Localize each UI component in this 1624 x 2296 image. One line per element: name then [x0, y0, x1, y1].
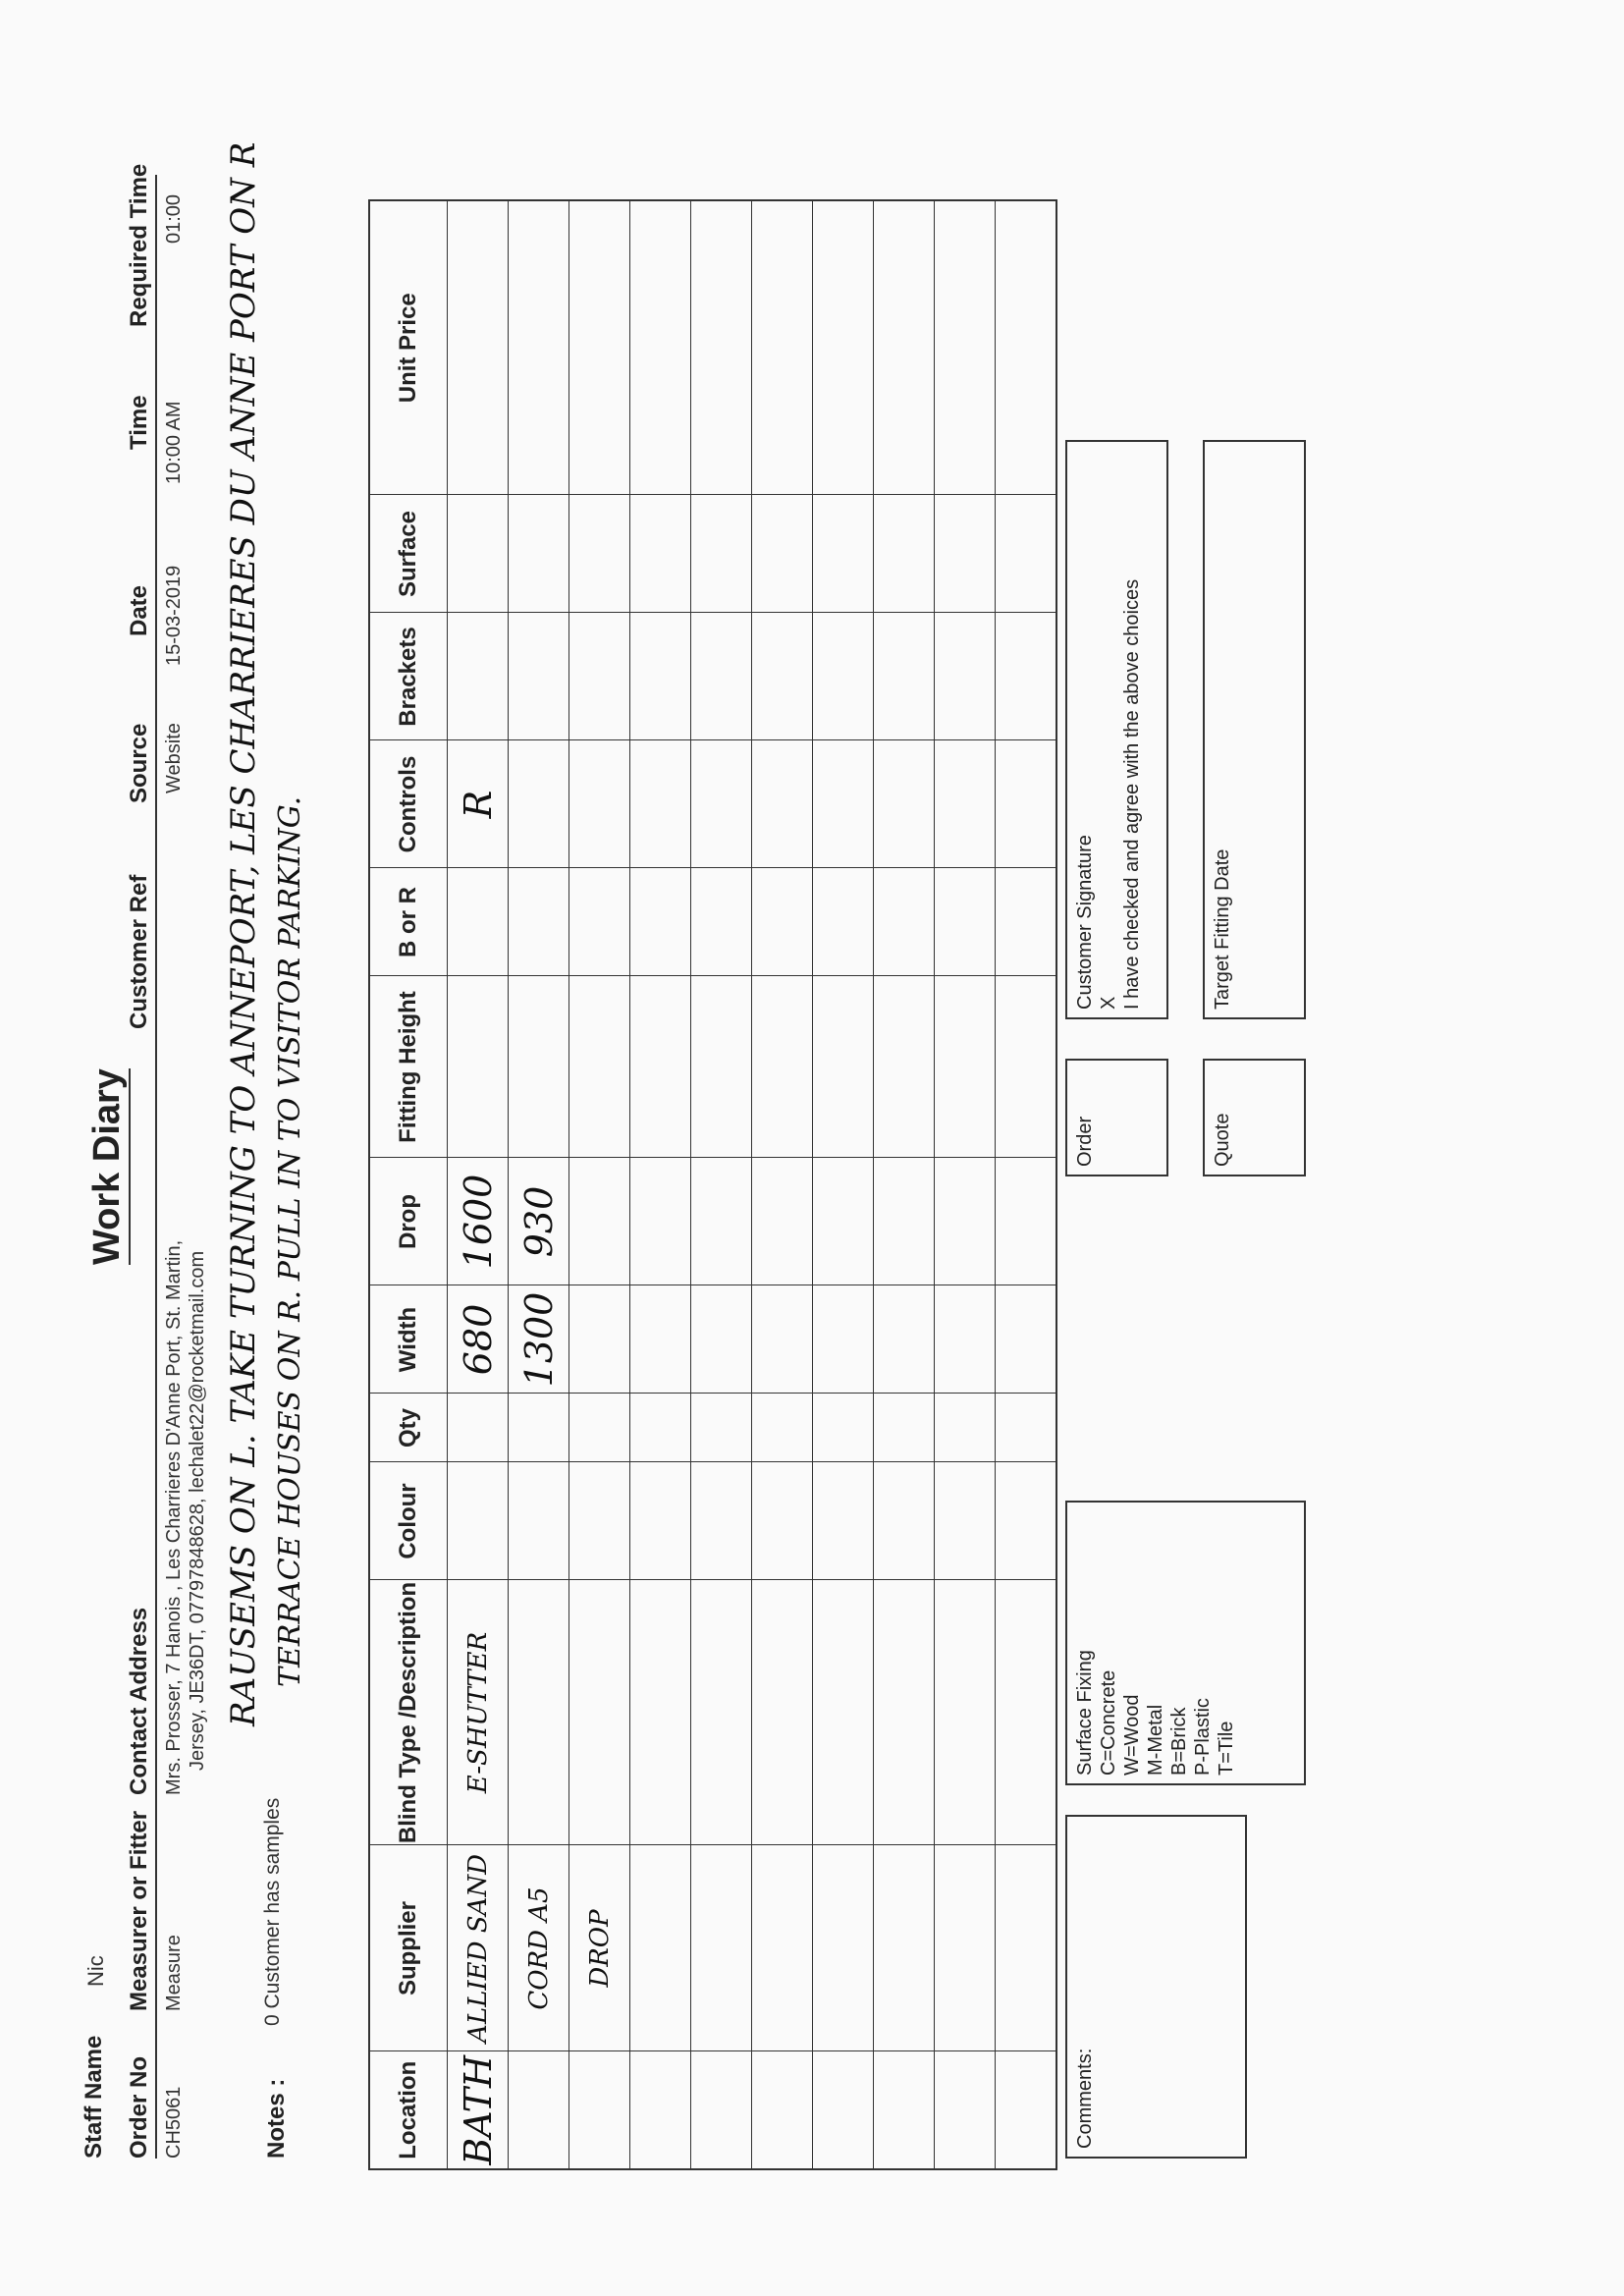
- table-header-row: [369, 200, 448, 2169]
- table-cell[interactable]: [509, 1580, 569, 1845]
- table-row: [935, 200, 996, 2169]
- table-cell[interactable]: [935, 1462, 996, 1580]
- table-cell[interactable]: [996, 613, 1057, 740]
- table-cell[interactable]: [509, 495, 569, 613]
- time-value: 10:00 AM: [163, 401, 185, 484]
- contact-line-2: Jersey, JE36DT, 07797848628, lechalet22@rocketmail.com: [187, 1250, 208, 1771]
- required-time-value: 01:00: [163, 193, 185, 244]
- table-cell[interactable]: [813, 868, 874, 976]
- table-cell[interactable]: [691, 1158, 752, 1285]
- contact-address-label: Contact Address: [126, 1607, 152, 1795]
- table-cell[interactable]: ALLIED SAND: [448, 1845, 509, 2051]
- table-cell[interactable]: [874, 1394, 935, 1462]
- table-cell[interactable]: [752, 1580, 813, 1845]
- customer-ref-label: Customer Ref: [126, 874, 152, 1029]
- table-cell[interactable]: [509, 200, 569, 495]
- table-cell[interactable]: [691, 1845, 752, 2051]
- table-cell[interactable]: [874, 740, 935, 868]
- table-cell[interactable]: [874, 2051, 935, 2169]
- table-cell[interactable]: [874, 1580, 935, 1845]
- surface-fixing-item: B=Brick: [1168, 1707, 1190, 1776]
- source-label: Source: [126, 723, 152, 803]
- table-cell[interactable]: [691, 613, 752, 740]
- table-cell[interactable]: [448, 1394, 509, 1462]
- table-cell[interactable]: [630, 2051, 691, 2169]
- table-cell[interactable]: [996, 495, 1057, 613]
- handwritten-directions-1: RAUSEMS ON L. TAKE TURNING TO ANNEPORT, LES CHARRIERES DU ANNE PORT ON R: [224, 141, 263, 1726]
- table-cell[interactable]: [630, 868, 691, 976]
- table-cell[interactable]: [874, 1462, 935, 1580]
- table-cell[interactable]: DROP: [569, 1845, 630, 2051]
- surface-fixing-item: W=Wood: [1121, 1694, 1143, 1776]
- table-cell[interactable]: [813, 495, 874, 613]
- agreement-text: I have checked and agree with the above choices: [1121, 578, 1143, 1010]
- surface-fixing-item: C=Concrete: [1098, 1669, 1119, 1776]
- table-cell[interactable]: [996, 868, 1057, 976]
- table-cell[interactable]: R: [448, 740, 509, 868]
- table-cell[interactable]: [569, 613, 630, 740]
- column-header: Blind Type /Description: [369, 1580, 448, 1845]
- table-cell[interactable]: [509, 613, 569, 740]
- table-cell[interactable]: [874, 1285, 935, 1394]
- column-header: Width: [369, 1285, 448, 1394]
- table-cell[interactable]: [996, 1158, 1057, 1285]
- table-cell[interactable]: [448, 868, 509, 976]
- column-header: Fitting Height: [369, 976, 448, 1158]
- table-cell[interactable]: [752, 1285, 813, 1394]
- table-cell[interactable]: [691, 2051, 752, 2169]
- table-cell[interactable]: [935, 495, 996, 613]
- table-cell[interactable]: [752, 1158, 813, 1285]
- table-cell[interactable]: [996, 740, 1057, 868]
- table-cell[interactable]: [813, 613, 874, 740]
- quote-label: Quote: [1212, 1113, 1233, 1167]
- table-cell[interactable]: [813, 1285, 874, 1394]
- table-cell[interactable]: 1600: [448, 1158, 509, 1285]
- table-cell[interactable]: [752, 1462, 813, 1580]
- required-time-label: Required Time: [126, 163, 152, 327]
- column-header: Location: [369, 2051, 448, 2169]
- order-label: Order: [1074, 1116, 1096, 1167]
- contact-line-1: Mrs. Prosser, 7 Hanois , Les Charrieres D'Anne Port, St. Martin,: [163, 1239, 185, 1795]
- table-cell[interactable]: [691, 200, 752, 495]
- table-cell[interactable]: [813, 2051, 874, 2169]
- table-cell[interactable]: [630, 1845, 691, 2051]
- table-body: [448, 200, 1057, 2169]
- column-header: Brackets: [369, 613, 448, 740]
- table-cell[interactable]: [996, 1462, 1057, 1580]
- comments-box[interactable]: [1065, 1815, 1247, 2159]
- table-cell[interactable]: [630, 613, 691, 740]
- customer-signature-label: Customer Signature: [1074, 835, 1096, 1010]
- table-cell[interactable]: [569, 1462, 630, 1580]
- table-cell[interactable]: 1300: [509, 1285, 569, 1394]
- table-row: [813, 200, 874, 2169]
- table-row: [630, 200, 691, 2169]
- table-cell[interactable]: [813, 1158, 874, 1285]
- table-cell[interactable]: [569, 868, 630, 976]
- table-cell[interactable]: [874, 200, 935, 495]
- table-cell[interactable]: [569, 976, 630, 1158]
- table-cell[interactable]: E-SHUTTER: [448, 1580, 509, 1845]
- target-fitting-date-label: Target Fitting Date: [1212, 848, 1233, 1010]
- table-cell[interactable]: [935, 200, 996, 495]
- table-cell[interactable]: [691, 1462, 752, 1580]
- column-header: B or R: [369, 868, 448, 976]
- table-cell[interactable]: BATH: [448, 2051, 509, 2169]
- column-header: Colour: [369, 1462, 448, 1580]
- table-cell[interactable]: [935, 613, 996, 740]
- table-cell[interactable]: [935, 1845, 996, 2051]
- table-cell[interactable]: [874, 1845, 935, 2051]
- table-cell[interactable]: [569, 2051, 630, 2169]
- date-value: 15-03-2019: [163, 565, 185, 666]
- table-row: [448, 200, 509, 2169]
- table-cell[interactable]: [813, 200, 874, 495]
- table-cell[interactable]: [691, 1285, 752, 1394]
- table-cell[interactable]: [752, 740, 813, 868]
- table-cell[interactable]: [691, 1580, 752, 1845]
- table-cell[interactable]: [935, 976, 996, 1158]
- order-box[interactable]: [1065, 1059, 1168, 1176]
- table-row: [691, 200, 752, 2169]
- notes-value: 0 Customer has samples: [261, 1797, 284, 2026]
- table-cell[interactable]: [509, 1394, 569, 1462]
- surface-fixing-item: M-Metal: [1145, 1704, 1166, 1776]
- table-cell[interactable]: [874, 1158, 935, 1285]
- target-fitting-date-box[interactable]: [1203, 440, 1306, 1019]
- table-cell[interactable]: [874, 613, 935, 740]
- table-cell[interactable]: [996, 1285, 1057, 1394]
- table-cell[interactable]: [752, 1845, 813, 2051]
- order-no-label: Order No: [126, 2055, 152, 2159]
- table-cell[interactable]: [691, 976, 752, 1158]
- table-row: [996, 200, 1057, 2169]
- table-cell[interactable]: [630, 1580, 691, 1845]
- column-header: Drop: [369, 1158, 448, 1285]
- measurer-label: Measurer or Fitter: [126, 1810, 152, 2011]
- table-cell[interactable]: [569, 740, 630, 868]
- table-cell[interactable]: [935, 740, 996, 868]
- table-cell[interactable]: [752, 200, 813, 495]
- table-cell[interactable]: [813, 1845, 874, 2051]
- table-row: [569, 200, 630, 2169]
- signature-x: X: [1098, 996, 1119, 1010]
- table-cell[interactable]: [691, 740, 752, 868]
- table-cell[interactable]: [813, 1580, 874, 1845]
- table-cell[interactable]: [509, 1462, 569, 1580]
- table-cell[interactable]: [874, 976, 935, 1158]
- column-header: Qty: [369, 1394, 448, 1462]
- quote-box[interactable]: [1203, 1059, 1306, 1176]
- table-cell[interactable]: [874, 868, 935, 976]
- table-cell[interactable]: [630, 740, 691, 868]
- table-cell[interactable]: [630, 495, 691, 613]
- column-header: Supplier: [369, 1845, 448, 2051]
- table-cell[interactable]: [935, 1158, 996, 1285]
- date-label: Date: [126, 584, 152, 636]
- table-cell[interactable]: [813, 976, 874, 1158]
- table-row: [509, 200, 569, 2169]
- table-cell[interactable]: [874, 495, 935, 613]
- column-header: Controls: [369, 740, 448, 868]
- table-cell[interactable]: [630, 1462, 691, 1580]
- table-cell[interactable]: [691, 1394, 752, 1462]
- table-cell[interactable]: [630, 1394, 691, 1462]
- table-cell[interactable]: [630, 1158, 691, 1285]
- table-cell[interactable]: [448, 495, 509, 613]
- table-cell[interactable]: [448, 976, 509, 1158]
- table-cell[interactable]: [448, 200, 509, 495]
- table-cell[interactable]: [691, 495, 752, 613]
- table-cell[interactable]: [509, 740, 569, 868]
- surface-fixing-box: [1065, 1501, 1306, 1785]
- table-cell[interactable]: [630, 1285, 691, 1394]
- table-cell[interactable]: [569, 1394, 630, 1462]
- table-cell[interactable]: [813, 1394, 874, 1462]
- table-cell[interactable]: [996, 1394, 1057, 1462]
- table-cell[interactable]: [935, 868, 996, 976]
- surface-fixing-item: P-Plastic: [1192, 1698, 1214, 1776]
- table-cell[interactable]: [569, 1285, 630, 1394]
- surface-fixing-title: Surface Fixing: [1074, 1650, 1096, 1776]
- table-cell[interactable]: [509, 868, 569, 976]
- table-cell[interactable]: [996, 1580, 1057, 1845]
- handwritten-directions-2: TERRACE HOUSES ON R. PULL IN TO VISITOR PARKING.: [273, 795, 307, 1687]
- customer-signature-box[interactable]: [1065, 440, 1168, 1019]
- table-cell[interactable]: [509, 2051, 569, 2169]
- table-cell[interactable]: [813, 740, 874, 868]
- blinds-table: [368, 199, 1057, 2170]
- table-cell[interactable]: [630, 200, 691, 495]
- table-cell[interactable]: [935, 1285, 996, 1394]
- table-cell[interactable]: [569, 1158, 630, 1285]
- table-cell[interactable]: [691, 868, 752, 976]
- column-header: Surface: [369, 495, 448, 613]
- table-cell[interactable]: [935, 1580, 996, 1845]
- table-cell[interactable]: [752, 976, 813, 1158]
- table-cell[interactable]: [996, 1845, 1057, 2051]
- table-cell[interactable]: 930: [509, 1158, 569, 1285]
- table-cell[interactable]: [448, 613, 509, 740]
- table-cell[interactable]: [630, 976, 691, 1158]
- column-header: Unit Price: [369, 200, 448, 495]
- order-no-value: CH5061: [163, 2086, 185, 2159]
- table-cell[interactable]: [996, 2051, 1057, 2169]
- table-cell[interactable]: [752, 495, 813, 613]
- comments-label: Comments:: [1074, 2048, 1096, 2149]
- surface-fixing-item: T=Tile: [1216, 1721, 1237, 1776]
- page-title: Work Diary: [86, 1068, 131, 1265]
- table-cell[interactable]: [752, 868, 813, 976]
- table-row: [874, 200, 935, 2169]
- table-cell[interactable]: CORD A5: [509, 1845, 569, 2051]
- table-cell[interactable]: [569, 200, 630, 495]
- table-cell[interactable]: [935, 2051, 996, 2169]
- table-cell[interactable]: [996, 976, 1057, 1158]
- table-cell[interactable]: [448, 1462, 509, 1580]
- source-value: Website: [163, 723, 185, 793]
- table-cell[interactable]: [935, 1394, 996, 1462]
- staff-name-value: Nic: [83, 1955, 108, 1987]
- table-cell[interactable]: [569, 1580, 630, 1845]
- table-cell[interactable]: [752, 2051, 813, 2169]
- table-cell[interactable]: 680: [448, 1285, 509, 1394]
- staff-name-label: Staff Name: [81, 2035, 107, 2159]
- table-row: [752, 200, 813, 2169]
- notes-label: Notes :: [263, 2078, 290, 2159]
- table-cell[interactable]: [813, 1462, 874, 1580]
- table-cell[interactable]: [569, 495, 630, 613]
- measurer-value: Measure: [163, 1935, 185, 2011]
- table-cell[interactable]: [752, 1394, 813, 1462]
- table-cell[interactable]: [752, 613, 813, 740]
- table-cell[interactable]: [996, 200, 1057, 495]
- table-cell[interactable]: [509, 976, 569, 1158]
- time-label: Time: [126, 395, 152, 450]
